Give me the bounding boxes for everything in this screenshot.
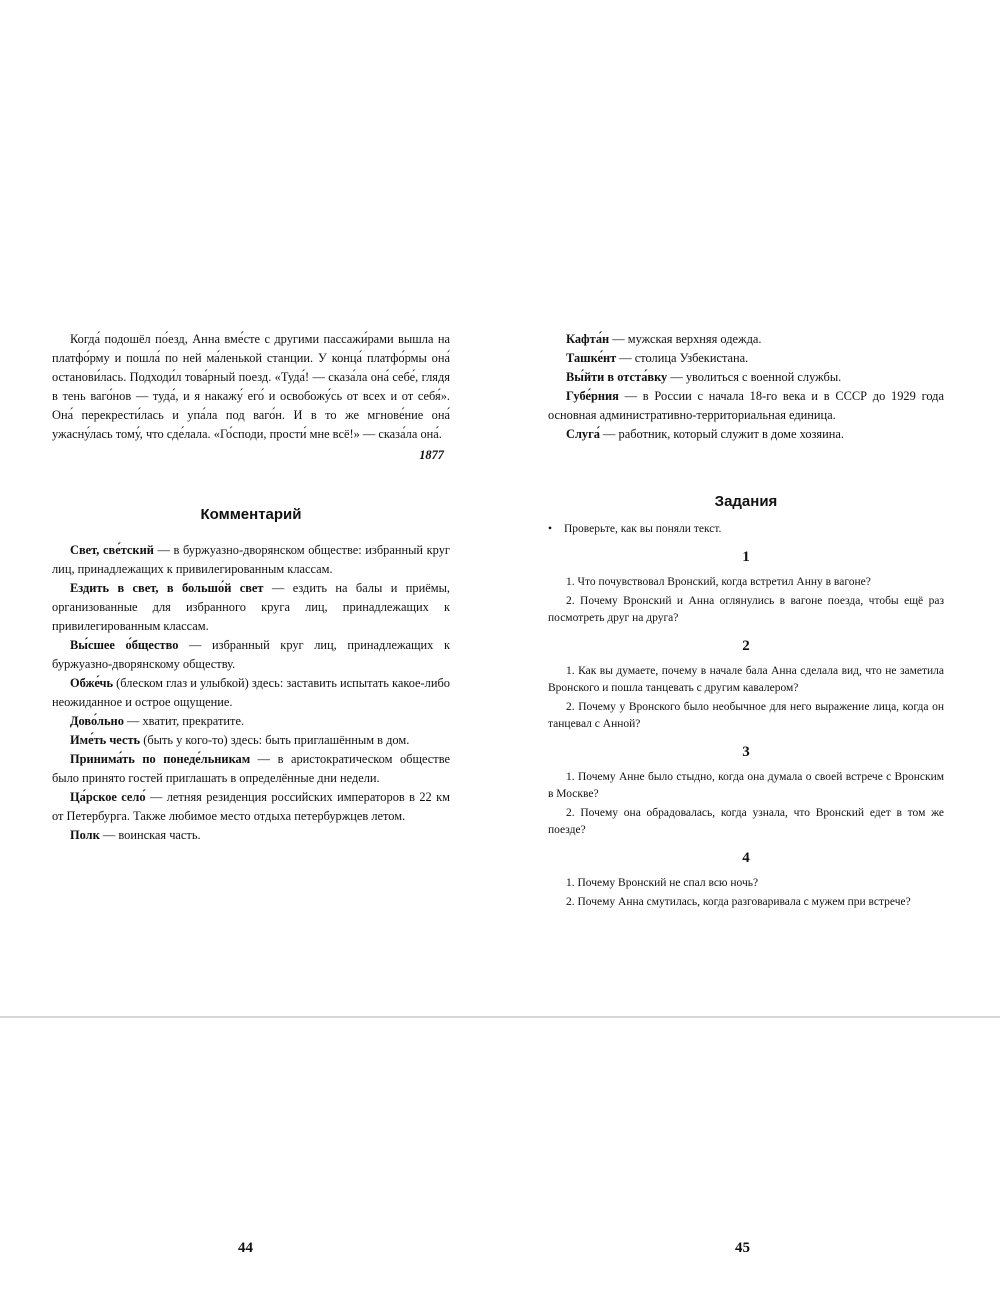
story-paragraph: Когда́ подошёл по́езд, Анна вме́сте с другими пассажи́рами вышла на платфо́рму и пошла́ по ней ма́ленькой станции. У конца́ платфо́рмы она́ останови́лась. Подходи́л това́рный поезд. «Туда́! — сказа́ла она́ себе́, глядя в тень ваго́нов — туда́, и я накажу́ его́ и освобожу́сь от всех и от себя́». Она́ перекрести́лась и упа́ла под ваго́н. И в то же мгнове́ние она́ ужасну́лась тому́, что сде́лала. «Го́споди, прости́ мне всё!» — сказа́ла она́.: [52, 332, 450, 441]
glossary-term: Обже́чь: [70, 676, 114, 690]
glossary-definition: — работник, который служит в доме хозяина.: [599, 427, 844, 441]
task-question: 1. Почему Анне было стыдно, когда она думала о своей встрече с Вронским в Москве?: [548, 771, 944, 800]
task-question: 2. Почему у Вронского было необычное для него выражение лица, когда он танцевал с Анной?: [548, 701, 944, 730]
glossary-entry: [52, 712, 450, 731]
glossary-definition: — уволиться с военной службы.: [667, 370, 842, 384]
glossary-definition: — в буржуазно-дворянском обществе: избранный круг лиц, принадлежащих к привилегированным классам.: [52, 543, 450, 576]
glossary-entry: [52, 674, 450, 712]
task-question: 2. Почему Вронский и Анна оглянулись в вагоне поезда, чтобы ещё раз посмотреть друг на друга?: [548, 595, 944, 624]
comment-title: Комментарий: [200, 506, 302, 523]
glossary-definition: — столица Узбекистана.: [616, 351, 749, 365]
glossary-definition: — в России с начала 18-го века и в СССР до 1929 года основная административно-территориальная единица.: [548, 389, 944, 422]
glossary-term: Губе́рния: [566, 389, 619, 403]
left-page: [52, 330, 450, 845]
glossary-definition: — мужская верхняя одежда.: [609, 332, 762, 346]
task-group: [548, 546, 944, 627]
tasks-intro: [548, 521, 944, 538]
glossary-entry: [548, 387, 944, 425]
glossary-term: Дово́льно: [70, 714, 124, 728]
glossary-definition: — воинская часть.: [99, 828, 201, 842]
glossary-term: Слуга́: [566, 427, 600, 441]
task-group: [548, 847, 944, 911]
task-group: [548, 635, 944, 733]
glossary-definition: (быть у кого-то) здесь: быть приглашённым в дом.: [140, 733, 410, 747]
right-glossary: [548, 330, 944, 444]
task-question: 1. Что почувствовал Вронский, когда встретил Анну в вагоне?: [566, 576, 871, 588]
glossary-definition: — летняя резиденция российских императоров в 22 км от Петербурга. Также любимое место отдыха петербуржцев летом.: [52, 790, 450, 823]
glossary-definition: — избранный круг лиц, принадлежащих к буржуазно-дворянскому обществу.: [52, 638, 450, 671]
book-spread: [0, 290, 1000, 1256]
task-number: 3: [742, 744, 750, 760]
glossary-entry: [52, 788, 450, 826]
story-year: 1877: [419, 448, 444, 462]
glossary-definition: (блеском глаз и улыбкой) здесь: заставить испытать какое-либо неожиданное и острое ощущение.: [52, 676, 450, 709]
bullet-icon: •: [548, 523, 553, 535]
glossary-term: Име́ть честь: [70, 733, 141, 747]
glossary-term: Полк: [70, 828, 100, 842]
task-question: 1. Почему Вронский не спал всю ночь?: [566, 877, 759, 889]
glossary-entry: [548, 330, 944, 349]
right-page-number: 45: [735, 1240, 750, 1256]
glossary-entry: [52, 750, 450, 788]
task-group: [548, 741, 944, 839]
task-question: 1. Как вы думаете, почему в начале бала Анна сделала вид, что не заметила Вронского и пошла танцевать с другим кавалером?: [548, 665, 944, 694]
glossary-entry: [548, 425, 944, 444]
task-question: 2. Почему Анна смутилась, когда разговаривала с мужем при встрече?: [566, 896, 911, 908]
glossary-definition: — в аристократическом обществе было принято гостей приглашать в определённые дни недели.: [52, 752, 450, 785]
glossary-term: Ездить в свет, в большо́й свет: [70, 581, 264, 595]
left-glossary: [52, 541, 450, 845]
tasks-title: Задания: [714, 493, 778, 510]
glossary-term: Свет, све́тский: [70, 543, 154, 557]
task-number: 1: [742, 549, 750, 565]
left-page-number: 44: [238, 1240, 253, 1256]
task-number: 2: [742, 638, 750, 654]
tasks-intro-text: Проверьте, как вы поняли текст.: [564, 523, 722, 535]
glossary-term: Ца́рское село́: [70, 790, 146, 804]
right-page: [548, 330, 944, 913]
glossary-term: Вы́сшее о́бщество: [70, 638, 179, 652]
glossary-term: Кафта́н: [566, 332, 610, 346]
task-question: 2. Почему она обрадовалась, когда узнала, что Вронский едет в том же поезде?: [548, 807, 944, 836]
glossary-entry: [52, 636, 450, 674]
task-number: 4: [742, 850, 750, 866]
glossary-entry: [52, 579, 450, 636]
glossary-entry: [548, 368, 944, 387]
glossary-entry: [52, 826, 450, 845]
glossary-term: Вы́йти в отста́вку: [566, 370, 668, 384]
glossary-entry: [548, 349, 944, 368]
glossary-entry: [52, 541, 450, 579]
glossary-term: Ташке́нт: [566, 351, 617, 365]
glossary-term: Принима́ть по понеде́льникам: [70, 752, 251, 766]
glossary-entry: [52, 731, 450, 750]
glossary-definition: — хватит, прекратите.: [123, 714, 245, 728]
glossary-definition: — ездить на балы и приёмы, организованные для избранного круга лиц, принадлежащих к привилегированным классам.: [52, 581, 450, 633]
